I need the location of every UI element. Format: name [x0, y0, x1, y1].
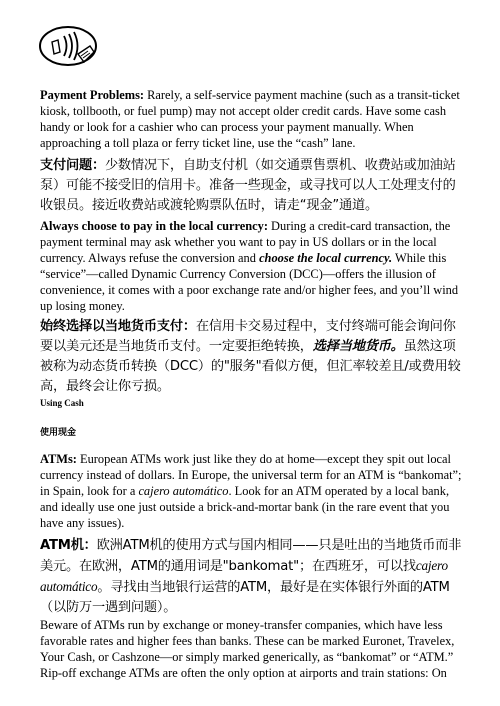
- payment-problems-paragraph-zh: [40, 156, 464, 216]
- atms-text-b-zh: 。寻找由当地银行运营的ATM，最好是在实体银行外面的ATM（以防万一遇到问题）。: [40, 580, 450, 615]
- section-heading-zh: [40, 425, 464, 438]
- beware-atms-text: Beware of ATMs run by exchange or money-transfer companies, which have less favorable rates and higher fees than banks. These can be marked Euronet, Travelex, Your Cash, or Cashzone—or simply marked generically, as “bankomat” or “ATM.” Rip-off exchange ATMs are often the only option at airports and train stations: On: [40, 618, 455, 680]
- atms-paragraph: [40, 451, 464, 531]
- local-currency-emphasis: choose the local currency.: [259, 251, 393, 265]
- beware-atms-paragraph: [40, 617, 464, 681]
- contactless-payment-icon: [38, 24, 98, 68]
- payment-problems-label-zh: 支付问题：: [40, 158, 105, 173]
- atms-paragraph-zh: [40, 536, 464, 618]
- payment-problems-text: Rarely, a self-service payment machine (such as a transit-ticket kiosk, tollbooth, or fuel pump) may not accept older credit cards. Have some cash handy or look for a cashier who can process your payment manually. When approaching a toll plaza or ferry ticket line, use the “cash” lane.: [40, 88, 460, 150]
- local-currency-emphasis-zh: 选择当地货币。: [312, 339, 404, 354]
- local-currency-label-zh: 始终选择以当地货币支付：: [40, 319, 196, 334]
- atms-label: ATMs:: [40, 452, 77, 466]
- atms-emphasis-zh: cajero automático: [40, 558, 448, 594]
- local-currency-text-b-zh: 虽然这项被称为动态货币转换（DCC）的"服务"看似方便，但汇率较差且/或费用较高，最终会让你亏损。: [40, 339, 461, 394]
- atms-text-b: . Look for an ATM operated by a local bank, and ideally use one just outside a brick-and-mortar bank (in the rare event that you have any issues).: [40, 484, 450, 530]
- payment-problems-text-zh: 少数情况下，自助支付机（如交通票售票机、收费站或加油站泵）可能不接受旧的信用卡。准备一些现金，或寻找可以人工处理支付的收银员。接近收费站或渡轮购票队伍时，请走“现金”通道。: [40, 158, 456, 213]
- local-currency-label: Always choose to pay in the local currency:: [40, 219, 268, 233]
- section-heading: [40, 398, 464, 408]
- local-currency-text-a: During a credit-card transaction, the payment terminal may ask whether you want to pay in US dollars or in the local currency. Always refuse the conversion and: [40, 219, 451, 265]
- payment-problems-paragraph: [40, 87, 464, 151]
- local-currency-paragraph: [40, 218, 464, 314]
- using-cash-heading: Using Cash: [40, 398, 84, 408]
- payment-problems-label: Payment Problems:: [40, 88, 145, 102]
- atms-emphasis: cajero automático: [138, 484, 229, 498]
- atms-label-zh: ATM机：: [40, 538, 97, 553]
- local-currency-text-b: While this “service”—called Dynamic Currency Conversion (DCC)—offers the illusion of convenience, it comes with a poor exchange rate and/or higher fees, and you’ll wind up losing money.: [40, 251, 459, 313]
- local-currency-text-a-zh: 在信用卡交易过程中，支付终端可能会询问你要以美元还是当地货币支付。一定要拒绝转换，: [40, 319, 456, 354]
- local-currency-paragraph-zh: [40, 317, 464, 397]
- using-cash-heading-zh: 使用现金: [40, 428, 77, 438]
- atms-text-a: European ATMs work just like they do at home—except they spit out local currency instead of dollars. In Europe, the universal term for an ATM is “bankomat”; in Spain, look for a: [40, 452, 462, 498]
- atms-text-a-zh: 欧洲ATM机的使用方式与国内相同——只是吐出的当地货币而非美元。在欧洲，ATM的通用词是"bankomat"；在西班牙，可以找: [40, 538, 462, 574]
